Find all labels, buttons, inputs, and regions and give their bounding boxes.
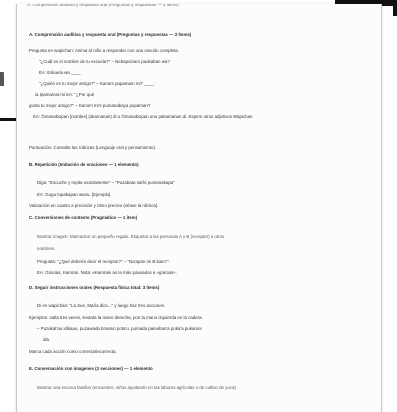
right-border-mark xyxy=(393,0,397,16)
section-a-heading: A. Comprensión auditiva y respuesta oral (Preguntas y respuestas — 3 ítems) xyxy=(29,32,192,37)
top-cut-heading: A. Comprensión auditiva y respuesta oral (Preguntas y respuestas — 3 ítems) xyxy=(27,4,179,7)
side-glyph: e xyxy=(2,70,5,75)
text-line: Pregunta: "¿Qué debería decir el receptor?" – "Na'apan mi B kian?". xyxy=(37,259,170,264)
text-line: "¿Quién es tu mejor amigo?" – Kanom pupamam mi? ____ xyxy=(39,81,154,86)
text-line: EA: Ōmanakiopan [nombre] (akamanan) di o Ōmanakiopan unu pakamanan di. Espere otros adjetivos Wapichan xyxy=(33,114,253,119)
section-d-heading: D. Seguir instrucciones orales (Respuesta física total: 3 ítems) xyxy=(29,285,160,290)
text-line: EA: Eskuela wa ____ xyxy=(39,70,81,75)
document-page xyxy=(16,4,382,412)
text-line: gusta tu mejor amigo?" – Kanom mi's pumanabaya pupaman? xyxy=(29,103,151,108)
text-line: "¿Cuál es el nombre de tu escuela?" – Nebapoinam paokaban wa? xyxy=(39,59,170,64)
section-e-heading: E. Conversación con imágenes (2 secciones) — 1 elemento xyxy=(29,366,153,371)
section-c-heading: C. Conversiones de contexto (Pragmático — 1 ítem) xyxy=(29,215,138,220)
text-line: EA: Gracias, Kamran. Nota: eKamrani as te más pausados a «gracias». xyxy=(37,270,177,275)
text-line: ia Ipamamai-mi EA: "¿Por qué xyxy=(35,92,95,97)
text-line: Diga: "Escuche y repita exactamente" – "Puzabata nai'ki pumanakapa" xyxy=(37,180,175,185)
text-line: EA: Gugu tupakapan wanu. [Ejemplo]. xyxy=(37,192,112,197)
text-line: ida. xyxy=(43,337,51,342)
text-line: – Puzakat'au idikaau, puzawada bmamo pota'u, pumada paineban'a poka'a pukamor xyxy=(37,326,202,331)
text-line: Di en wapichan: "La Sue, María dice..." y luego haz tres acciones. xyxy=(37,303,166,308)
text-line: Mostrar imagen: Mamacitor un pequeño regalo. Etiquetar a las personas A y B (receptor) a otros xyxy=(37,234,225,239)
text-line: nombres. xyxy=(37,246,56,251)
section-b-heading: B. Repetición (Imitación de oraciones — 1 elemento) xyxy=(29,162,139,167)
text-line: Marca cada acción como correcta/incorrecta. xyxy=(29,349,117,354)
text-line: Puntuación: Consulte las rúbricas (Lenguaje oral y pensamiento). xyxy=(29,145,157,150)
text-line: Valoración en cuanto a precisión y ritmo preciso (véase la rúbrica). xyxy=(29,203,159,208)
text-line: Mostrar una escena familiar (encuentro, niños ayudando en las labores agrícolas o de cultivo de yuca) xyxy=(37,385,236,390)
text-line: Ejemplos: salta tres veces, levanta la mano derecha, pon la mano izquierda en la cadera. xyxy=(29,315,203,320)
text-line: Pregunta en wapichan: Anima al niño a responder con una oración completa. xyxy=(29,48,179,53)
